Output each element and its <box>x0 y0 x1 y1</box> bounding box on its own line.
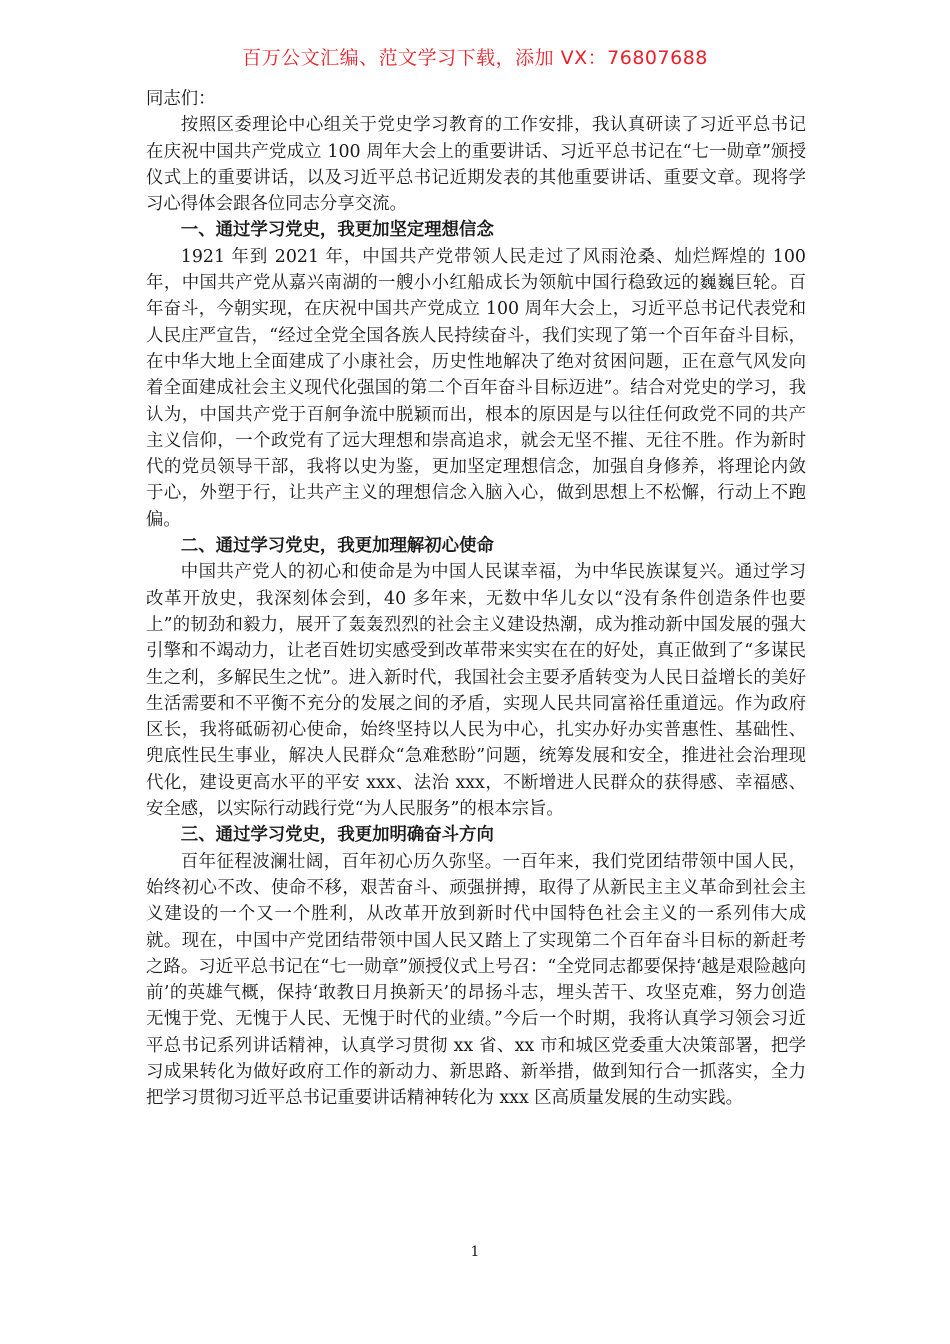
section-paragraph-1: 1921 年到 2021 年，中国共产党带领人民走过了风雨沧桑、灿烂辉煌的 100 年，中国共产党从嘉兴南湖的一艘小小红船成长为领航中国行稳致远的巍巍巨轮。百年奋斗，今朝实现，在庆祝中国共产党成立 100 周年大会上，习近平总书记代表党和人民庄严宣告，“经过全党全国各族人民持续奋斗，我们实现了第一个百年奋斗目标，在中华大地上全面建成了小康社会，历史性地解决了绝对贫困问题，正在意气风发向着全面建成社会主义现代化强国的第二个百年奋斗目标迈进”。结合对党史的学习，我认为，中国共产党于百舸争流中脱颖而出，根本的原因是与以往任何政党不同的共产主义信仰，一个政党有了远大理想和崇高追求，就会无坚不摧、无往不胜。作为新时代的党员领导干部，我将以史为鉴，更加坚定理想信念，加强自身修养，将理论内敛于心，外塑于行，让共产主义的理想信念入脑入心，做到思想上不松懈，行动上不跑偏。 <box>146 246 806 530</box>
page-number: 1 <box>470 1244 480 1260</box>
section-heading-2: 二、通过学习党史，我更加理解初心使命 <box>180 536 494 557</box>
section-heading-1: 一、通过学习党史，我更加坚定理想信念 <box>180 220 494 241</box>
intro-paragraph: 按照区委理论中心组关于党史学习教育的工作安排，我认真研读了习近平总书记在庆祝中国共产党成立 100 周年大会上的重要讲话、习近平总书记在“七一勋章”颁授仪式上的重要讲话，以及习近平总书记近期发表的其他重要讲话、重要文章。现将学习心得体会跟各位同志分享交流。 <box>146 115 806 215</box>
section-paragraph-2: 中国共产党人的初心和使命是为中国人民谋幸福，为中华民族谋复兴。通过学习改革开放史，我深刻体会到，40 多年来，无数中华儿女以“没有条件创造条件也要上”的韧劲和毅力，展开了轰轰烈烈的社会主义建设热潮，成为推动新中国发展的强大引擎和不竭动力，让老百姓切实感受到改革带来实实在在的好处，真正做到了“多谋民生之利，多解民生之忧”。进入新时代，我国社会主要矛盾转变为人民日益增长的美好生活需要和不平衡不充分的发展之间的矛盾，实现人民共同富裕任重道远。作为政府区长，我将砥砺初心使命，始终坚持以人民为中心，扎实办好办实普惠性、基础性、兜底性民生事业，解决人民群众“急难愁盼”问题，统筹发展和安全，推进社会治理现代化，建设更高水平的平安 xxx、法治 xxx，不断增进人民群众的获得感、幸福感、安全感，以实际行动践行党“为人民服务”的根本宗旨。 <box>146 562 806 820</box>
salutation: 同志们： <box>146 89 216 109</box>
section-paragraph-3: 百年征程波澜壮阔，百年初心历久弥坚。一百年来，我们党团结带领中国人民，始终初心不改、使命不移，艰苦奋斗、顽强拼搏，取得了从新民主主义革命到社会主义建设的一个又一个胜利，从改革开放到新时代中国特色社会主义的一系列伟大成就。现在，中国中产党团结带领中国人民又踏上了实现第二个百年奋斗目标的新赶考之路。习近平总书记在“七一勋章”颁授仪式上号召：“全党同志都要保持‘越是艰险越向前’的英雄气概，保持‘敢教日月换新天’的昂扬斗志，埋头苦干、攻坚克难，努力创造无愧于党、无愧于人民、无愧于时代的业绩。”今后一个时期，我将认真学习领会习近平总书记系列讲话精神，认真学习贯彻 xx 省、xx 市和城区党委重大决策部署，把学习成果转化为做好政府工作的新动力、新思路、新举措，做到知行合一抓落实，全力把学习贯彻习近平总书记重要讲话精神转化为 xxx 区高质量发展的生动实践。 <box>146 851 806 1109</box>
promo-banner: 百万公文汇编、范文学习下载，添加 VX：76807688 <box>242 47 708 69</box>
section-heading-3: 三、通过学习党史，我更加明确奋斗方向 <box>180 825 494 846</box>
document-body <box>146 86 806 1112</box>
